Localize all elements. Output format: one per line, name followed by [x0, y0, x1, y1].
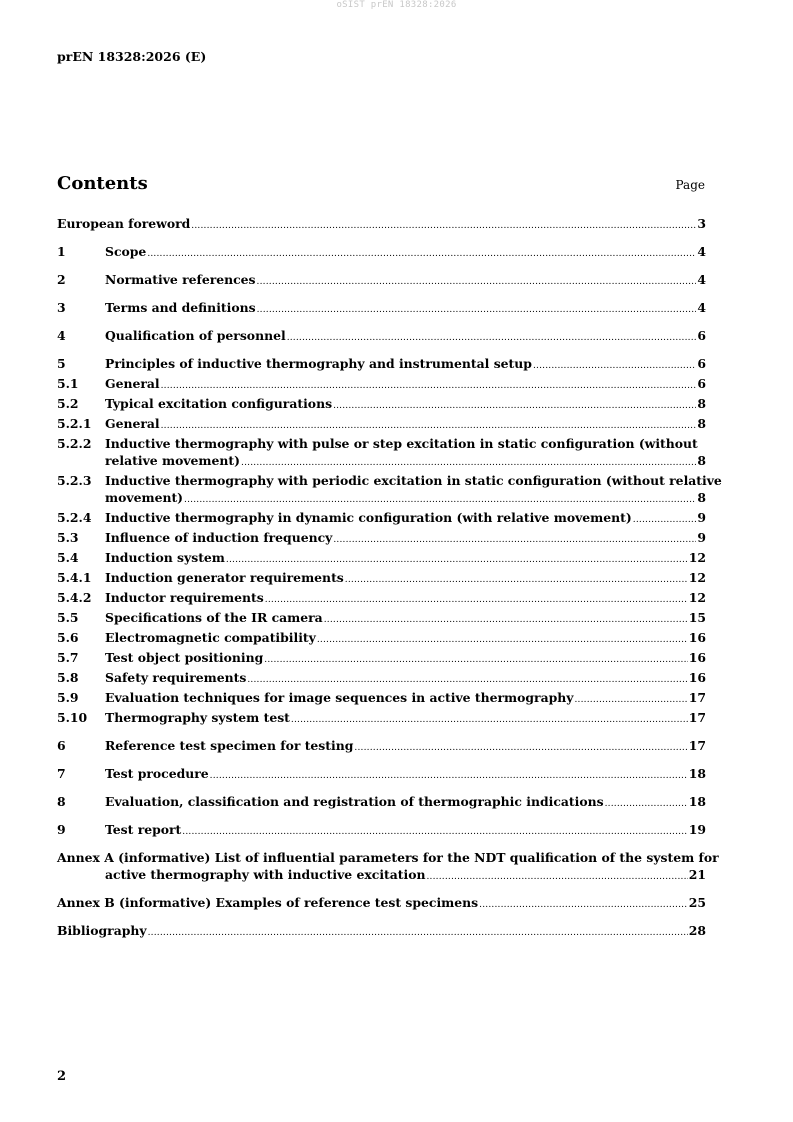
toc-leader-dots [257, 302, 697, 319]
toc-leader-dots [241, 455, 696, 472]
toc-entry[interactable] [57, 821, 706, 841]
toc-entry-page: 16 [688, 670, 706, 685]
document-id: prEN 18328:2026 (E) [57, 49, 207, 64]
toc-entry-number: 5.2.1 [57, 416, 92, 431]
toc-entry[interactable] [57, 569, 706, 589]
toc-entry-title: Inductor requirements [105, 590, 264, 605]
toc-entry-page: 18 [688, 766, 706, 781]
toc-entry-page: 12 [688, 570, 706, 585]
toc-entry[interactable] [57, 395, 706, 415]
toc-leader-dots [210, 768, 688, 785]
toc-leader-dots [265, 592, 688, 609]
toc-entry[interactable] [57, 243, 706, 263]
toc-entry-number: 6 [57, 738, 66, 753]
toc-entry-title: Thermography system test [105, 710, 290, 725]
toc-entry-title: Electromagnetic compatibility [105, 630, 316, 645]
toc-entry-page: 3 [697, 216, 706, 231]
toc-entry-number: 5.6 [57, 630, 79, 645]
toc-entry[interactable] [57, 435, 706, 472]
toc-leader-dots [147, 246, 696, 263]
watermark: oSIST prEN 18328:2026 [336, 0, 457, 10]
toc-entry-number: 5.9 [57, 690, 79, 705]
toc-entry-title: Typical excitation configurations [105, 396, 333, 411]
toc-entry[interactable] [57, 894, 706, 914]
toc-entry-number: 5.7 [57, 650, 79, 665]
toc-entry-page: 8 [697, 453, 706, 468]
table-of-contents [57, 215, 722, 942]
toc-leader-dots [148, 925, 688, 942]
toc-entry[interactable] [57, 215, 706, 235]
toc-entry-page: 25 [688, 895, 706, 910]
toc-entry-title: Inductive thermography in dynamic configuration (with relative movement) [105, 510, 632, 525]
toc-leader-dots [191, 218, 696, 235]
toc-entry[interactable] [57, 629, 706, 649]
toc-entry-title: Qualification of personnel [105, 328, 286, 343]
toc-entry[interactable] [57, 509, 706, 529]
toc-entry-number: 5.1 [57, 376, 79, 391]
toc-leader-dots [426, 869, 687, 886]
toc-entry-page: 6 [697, 376, 706, 391]
toc-entry-title: Normative references [105, 272, 256, 287]
toc-entry-title: Test object positioning [105, 650, 264, 665]
toc-entry-title: Test procedure [105, 766, 209, 781]
toc-entry-page: 9 [697, 530, 706, 545]
toc-entry-number: 5.10 [57, 710, 88, 725]
toc-entry-title: Inductive thermography with pulse or step excitation in static configuration (without [105, 436, 698, 451]
toc-entry-page: 16 [688, 650, 706, 665]
toc-entry-page: 4 [697, 300, 706, 315]
toc-entry-number: Annex A [57, 850, 114, 865]
toc-leader-dots [605, 796, 688, 813]
toc-entry-title: Induction generator requirements [105, 570, 344, 585]
toc-entry-number: 4 [57, 328, 66, 343]
toc-entry-title: Test report [105, 822, 182, 837]
toc-entry-page: 9 [697, 510, 706, 525]
toc-entry-page: 12 [688, 590, 706, 605]
toc-leader-dots [226, 552, 688, 569]
toc-leader-dots [574, 692, 687, 709]
toc-entry-number: 5.5 [57, 610, 79, 625]
toc-entry-title: General [105, 376, 160, 391]
toc-entry-title: Reference test specimen for testing [105, 738, 354, 753]
toc-leader-dots [533, 358, 696, 375]
toc-entry[interactable] [57, 793, 706, 813]
toc-entry-number: 5.4.1 [57, 570, 92, 585]
toc-entry-number: 5.2 [57, 396, 79, 411]
toc-entry-page: 6 [697, 356, 706, 371]
toc-entry-title: Terms and definitions [105, 300, 256, 315]
toc-entry[interactable] [57, 589, 706, 609]
toc-entry-number: 1 [57, 244, 66, 259]
toc-entry-number: 5.3 [57, 530, 79, 545]
toc-leader-dots [182, 824, 687, 841]
toc-entry[interactable] [57, 765, 706, 785]
toc-entry-page: 18 [688, 794, 706, 809]
toc-entry-page: 19 [688, 822, 706, 837]
toc-entry-title: Scope [105, 244, 147, 259]
toc-entry-title: Safety requirements [105, 670, 247, 685]
toc-entry-number: 5.4 [57, 550, 79, 565]
toc-entry-title: Influence of induction frequency [105, 530, 333, 545]
toc-entry-title: European foreword [57, 216, 191, 231]
toc-entry-title: General [105, 416, 160, 431]
toc-leader-dots [333, 532, 696, 549]
toc-entry-number: Annex B [57, 895, 115, 910]
toc-entry-page: 16 [688, 630, 706, 645]
toc-leader-dots [247, 672, 687, 689]
toc-leader-dots [264, 652, 687, 669]
toc-entry-title: Induction system [105, 550, 225, 565]
toc-entry-title: (informative) List of influential parameters for the NDT qualification of the system for [118, 850, 719, 865]
contents-heading: Contents [57, 173, 148, 194]
toc-entry[interactable] [57, 849, 719, 886]
toc-entry-page: 17 [688, 710, 706, 725]
toc-entry-title: Evaluation, classification and registration of thermographic indications [105, 794, 604, 809]
toc-entry[interactable] [57, 271, 706, 291]
toc-entry[interactable] [57, 689, 706, 709]
toc-entry-page: 12 [688, 550, 706, 565]
toc-entry[interactable] [57, 375, 706, 395]
footer-page-number: 2 [57, 1069, 67, 1084]
toc-entry-page: 28 [688, 923, 706, 938]
toc-entry-page: 15 [688, 610, 706, 625]
toc-entry-number: 5.2.2 [57, 436, 92, 451]
toc-entry-number: 8 [57, 794, 66, 809]
toc-leader-dots [161, 378, 697, 395]
toc-entry-page: 6 [697, 328, 706, 343]
toc-entry-title: Specifications of the IR camera [105, 610, 323, 625]
toc-entry-title: Principles of inductive thermography and instrumental setup [105, 356, 532, 371]
toc-entry-page: 4 [697, 272, 706, 287]
toc-entry-title: (informative) Examples of reference test specimens [119, 895, 479, 910]
toc-leader-dots [287, 330, 697, 347]
toc-entry-title: Evaluation techniques for image sequences in active thermography [105, 690, 574, 705]
toc-entry[interactable] [57, 299, 706, 319]
toc-entry-number: 2 [57, 272, 66, 287]
toc-entry-page: 8 [697, 396, 706, 411]
toc-leader-dots [291, 712, 688, 729]
toc-entry[interactable] [57, 649, 706, 669]
toc-entry[interactable] [57, 415, 706, 435]
toc-leader-dots [317, 632, 688, 649]
toc-entry-title-continued: active thermography with inductive excitation [105, 867, 426, 882]
toc-entry[interactable] [57, 609, 706, 629]
toc-entry-number: 5.4.2 [57, 590, 92, 605]
toc-entry-number: 9 [57, 822, 66, 837]
toc-leader-dots [479, 897, 688, 914]
toc-entry[interactable] [57, 737, 706, 757]
toc-entry-number: 5.2.3 [57, 473, 92, 488]
toc-entry-title: Inductive thermography with periodic excitation in static configuration (without relative [105, 473, 722, 488]
toc-leader-dots [633, 512, 697, 529]
toc-entry-page: 17 [688, 690, 706, 705]
toc-leader-dots [184, 492, 696, 509]
toc-leader-dots [257, 274, 697, 291]
page-column-label: Page [675, 178, 705, 192]
toc-entry-number: 3 [57, 300, 66, 315]
toc-entry-title: Bibliography [57, 923, 147, 938]
toc-entry[interactable] [57, 472, 722, 509]
toc-entry-page: 21 [688, 867, 706, 882]
toc-entry[interactable] [57, 327, 706, 347]
toc-entry-number: 5 [57, 356, 66, 371]
toc-entry[interactable] [57, 355, 706, 375]
toc-entry-page: 8 [697, 490, 706, 505]
toc-entry[interactable] [57, 709, 706, 729]
toc-entry[interactable] [57, 669, 706, 689]
toc-entry[interactable] [57, 549, 706, 569]
toc-leader-dots [161, 418, 697, 435]
toc-entry-page: 4 [697, 244, 706, 259]
toc-entry-number: 7 [57, 766, 66, 781]
toc-entry-page: 8 [697, 416, 706, 431]
toc-entry-title-continued: movement) [105, 490, 184, 505]
toc-entry-title-continued: relative movement) [105, 453, 241, 468]
toc-leader-dots [333, 398, 696, 415]
toc-entry-number: 5.2.4 [57, 510, 92, 525]
toc-entry-page: 17 [688, 738, 706, 753]
toc-entry[interactable] [57, 922, 706, 942]
toc-leader-dots [324, 612, 688, 629]
toc-leader-dots [345, 572, 688, 589]
toc-entry-number: 5.8 [57, 670, 79, 685]
toc-leader-dots [354, 740, 687, 757]
toc-entry[interactable] [57, 529, 706, 549]
